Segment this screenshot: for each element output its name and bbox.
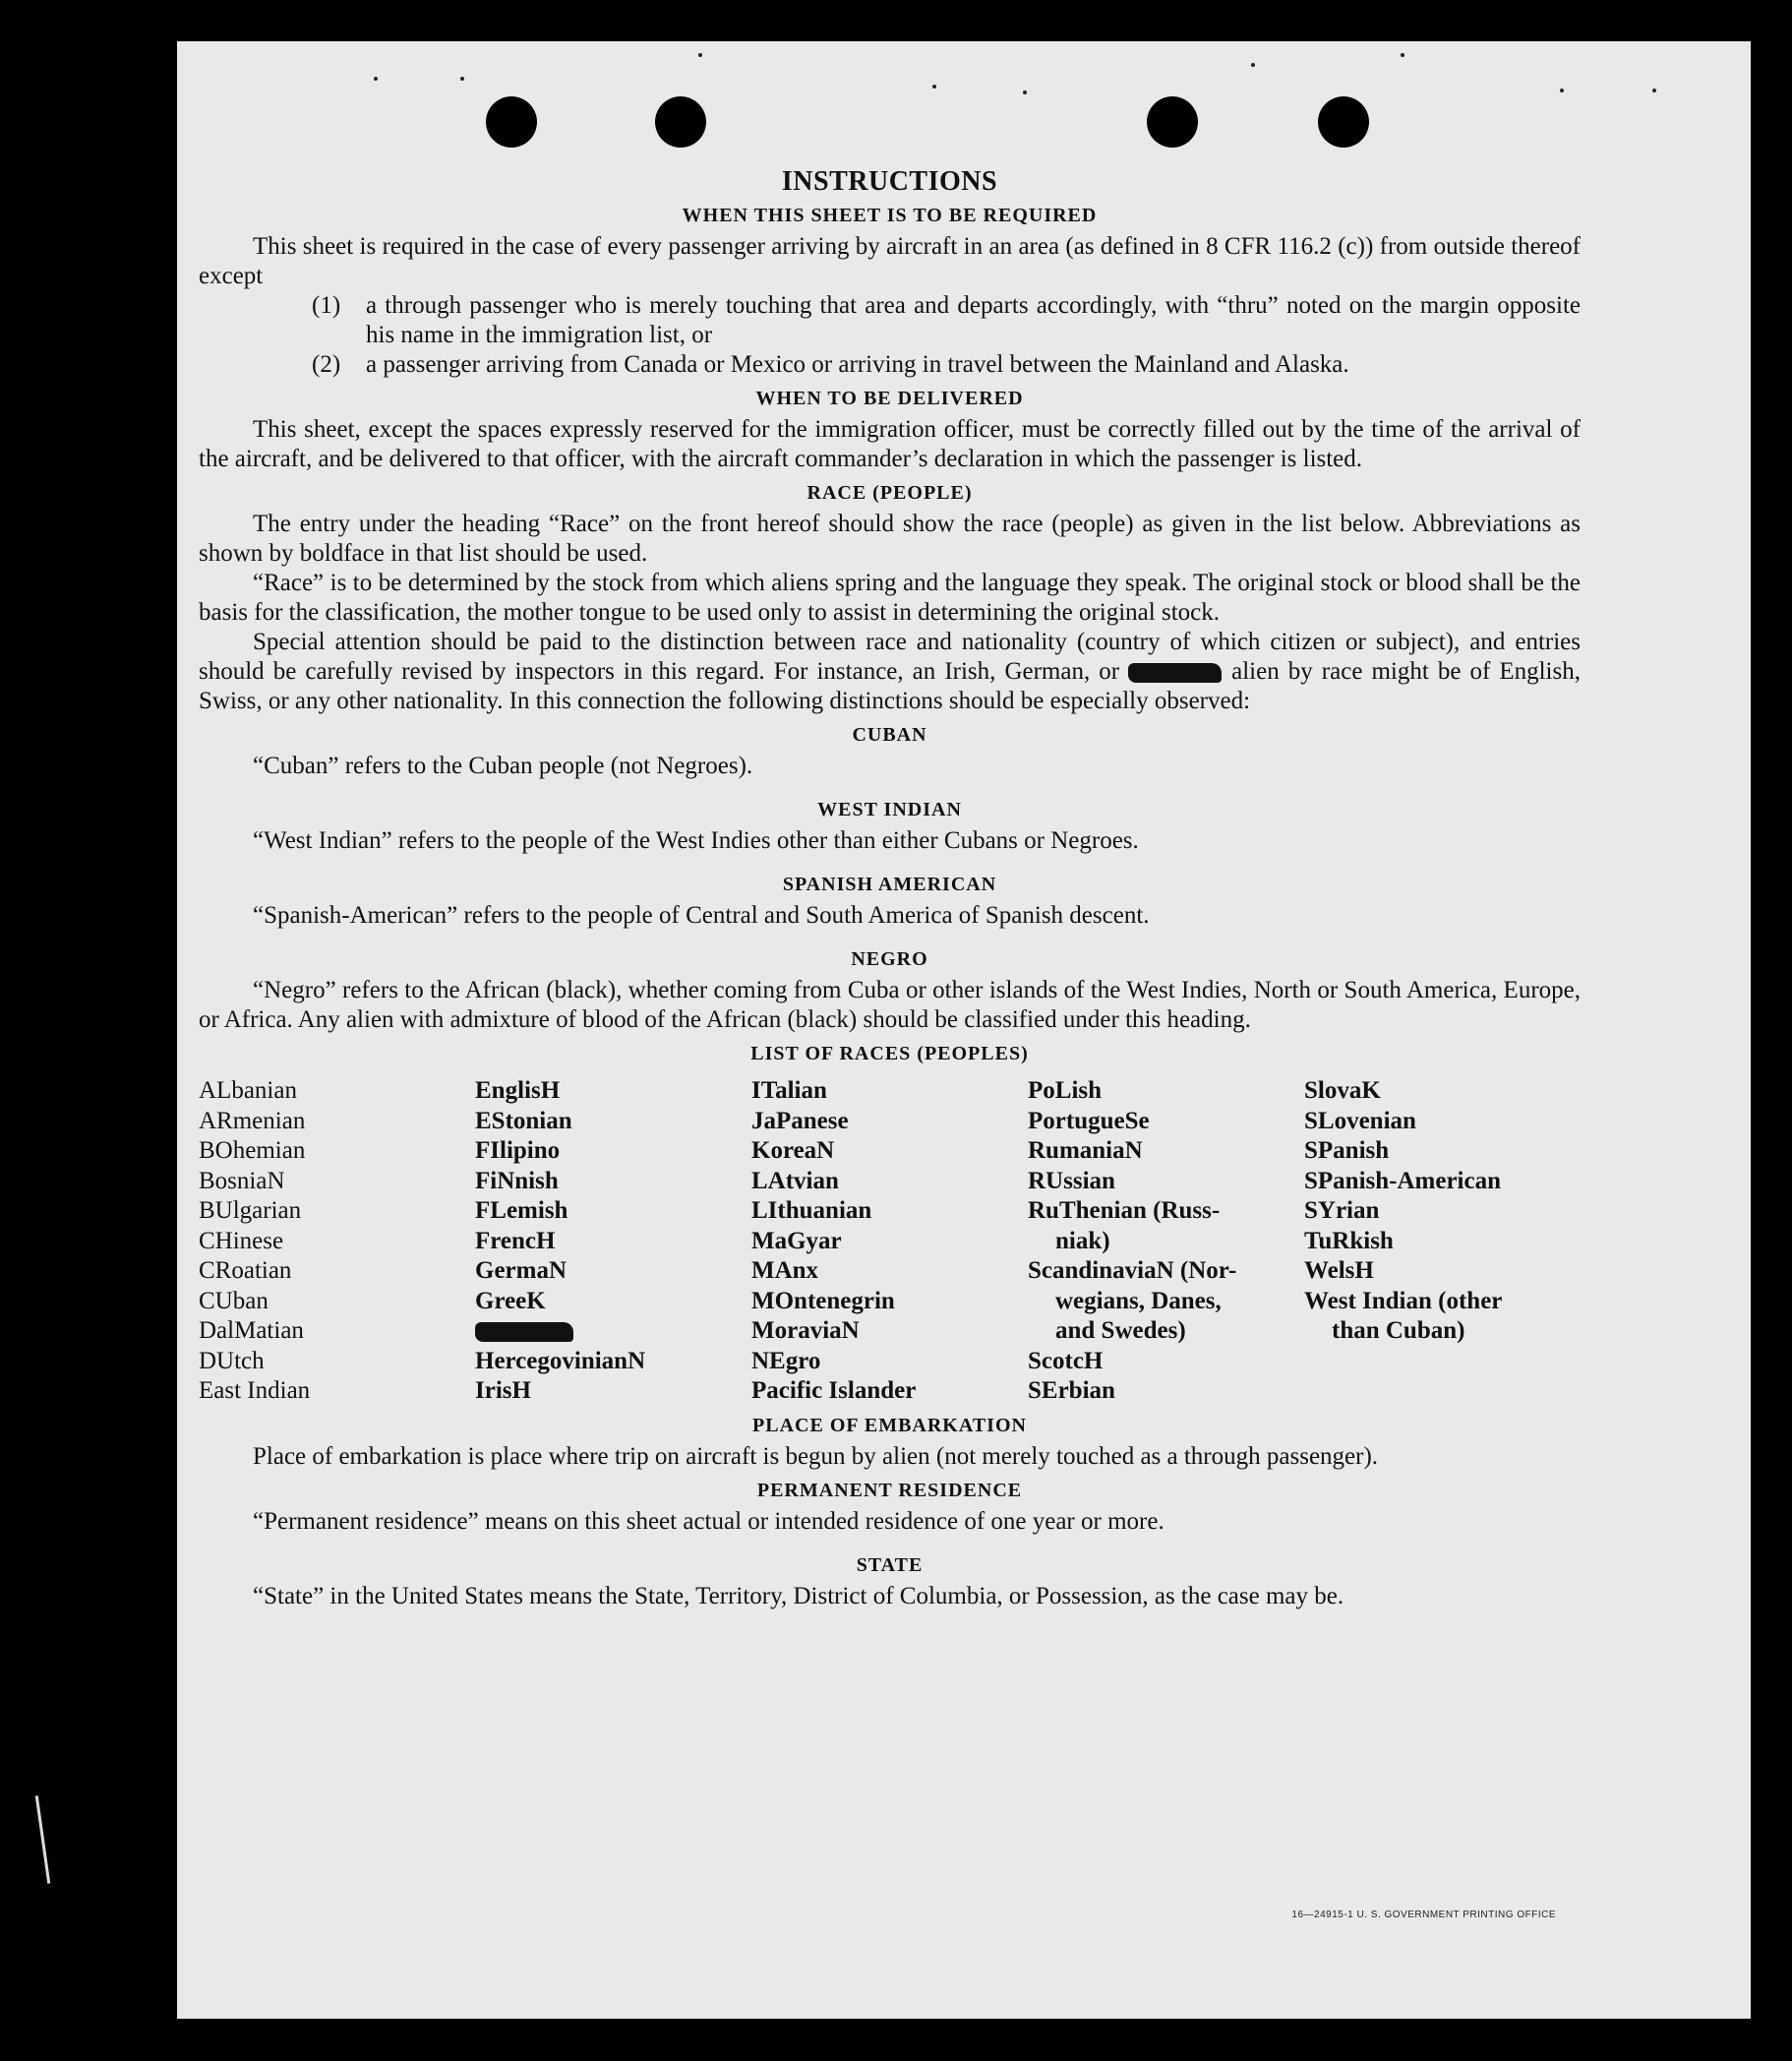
speck [698, 53, 702, 57]
race-entry: CHinese [199, 1227, 284, 1254]
race-entry: MAnx [751, 1257, 819, 1284]
races-column [1304, 1076, 1581, 1407]
race-entry: FiNnish [475, 1167, 559, 1194]
state-text: “State” in the United States means the State, Territory, District of Columbia, or Possession, as the case may be. [253, 1582, 1344, 1609]
item-number: (2) [312, 351, 341, 378]
race-entry: RumaniaN [1028, 1137, 1143, 1164]
race-entry: ALbanian [199, 1077, 297, 1104]
heading-race: RACE (PEOPLE) [806, 482, 973, 504]
race-entry: BUlgarian [199, 1197, 302, 1224]
west-indian-text: “West Indian” refers to the people of the West Indies other than either Cubans or Negroes. [253, 827, 1139, 854]
race-entry: ITalian [751, 1077, 827, 1104]
exception-item [312, 291, 1581, 350]
cuban-text: “Cuban” refers to the Cuban people (not Negroes). [253, 753, 753, 779]
race-entry-continuation: wegians, Danes, [1055, 1287, 1222, 1314]
heading-cuban: CUBAN [852, 724, 927, 746]
race-paragraph-2: “Race” is to be determined by the stock from which aliens spring and the language they speak. The original stock or blood shall be the basis for the classification, the mother tongue to be used only to assist in determining the original stock. [199, 570, 1581, 626]
speck [1023, 91, 1027, 94]
race-entry: SPanish-American [1304, 1167, 1501, 1194]
race-entry: LAtvian [751, 1167, 839, 1194]
speck [1560, 89, 1564, 92]
race-entry: East Indian [199, 1377, 311, 1404]
race-entry: RUssian [1028, 1167, 1115, 1194]
races-column [199, 1076, 475, 1407]
race-entry: GermaN [475, 1257, 567, 1284]
races-list [199, 1076, 1581, 1407]
race-entry: SLovenian [1304, 1107, 1416, 1134]
race-entry: FIlipino [475, 1137, 561, 1164]
races-column [751, 1076, 1028, 1407]
redaction-mark [475, 1322, 573, 1342]
race-entry: West Indian (other [1304, 1287, 1503, 1314]
item-number: (1) [312, 292, 341, 319]
race-entry-redacted [475, 1316, 751, 1347]
heading-state: STATE [856, 1553, 924, 1576]
item-text: a passenger arriving from Canada or Mexico or arriving in travel between the Mainland and Alaska. [366, 351, 1349, 378]
punch-hole [1318, 96, 1369, 148]
race-paragraph-3 [199, 628, 1581, 716]
printing-office-code: 16—24915-1 U. S. GOVERNMENT PRINTING OFFICE [1291, 1909, 1556, 1920]
document-sheet [177, 41, 1751, 2019]
scan-artifact [35, 1795, 50, 1884]
race-entry: GreeK [475, 1287, 546, 1314]
heading-west-indian: WEST INDIAN [817, 799, 962, 820]
residence-text: “Permanent residence” means on this sheet actual or intended residence of one year or more. [253, 1507, 1165, 1535]
punch-hole [486, 96, 537, 148]
punch-hole [1147, 96, 1198, 148]
race-entry: LIthuanian [751, 1197, 872, 1224]
race-entry: SPanish [1304, 1137, 1390, 1164]
speck [374, 77, 378, 81]
speck [1652, 89, 1656, 92]
heading-when-delivered: WHEN TO BE DELIVERED [755, 388, 1024, 409]
race-entry: SYrian [1304, 1197, 1380, 1224]
race-paragraph-3b: alien by race might be of English, Swiss, or any other nationality. In this connection the following distinctions should be especially observed: [199, 658, 1581, 714]
races-column [475, 1076, 751, 1407]
speck [1251, 63, 1255, 67]
race-paragraph-1: The entry under the heading “Race” on the front hereof should show the race (people) as given in the list below. Abbreviations as shown by boldface in that list should be used. [199, 511, 1581, 567]
race-entry: Pacific Islander [751, 1377, 917, 1404]
heading-list-of-races: LIST OF RACES (PEOPLES) [750, 1043, 1029, 1064]
race-entry: SErbian [1028, 1377, 1115, 1404]
race-entry: PortugueSe [1028, 1107, 1150, 1134]
race-entry-continuation: and Swedes) [1055, 1317, 1186, 1344]
heading-spanish-american: SPANISH AMERICAN [782, 874, 997, 895]
race-entry: NEgro [751, 1347, 821, 1374]
race-entry: TuRkish [1304, 1227, 1394, 1254]
race-entry: BosniaN [199, 1167, 285, 1194]
race-entry: RuThenian (Russ- [1028, 1197, 1221, 1224]
race-entry: KoreaN [751, 1137, 835, 1164]
heading-permanent-residence: PERMANENT RESIDENCE [756, 1479, 1023, 1501]
race-entry: CUban [199, 1287, 269, 1314]
race-entry: MOntenegrin [751, 1287, 895, 1314]
races-column [1028, 1076, 1304, 1407]
race-entry: DalMatian [199, 1317, 304, 1344]
race-entry: FrencH [475, 1227, 556, 1254]
race-entry: CRoatian [199, 1257, 292, 1284]
race-entry: ScotcH [1028, 1347, 1104, 1374]
required-intro: This sheet is required in the case of every passenger arriving by aircraft in an area (as defined in 8 CFR 116.2 (c)) from outside thereof except [199, 233, 1581, 289]
speck [460, 77, 464, 81]
race-entry: FLemish [475, 1197, 568, 1224]
race-entry: WelsH [1304, 1257, 1374, 1284]
page-title: INSTRUCTIONS [781, 166, 998, 197]
heading-when-required: WHEN THIS SHEET IS TO BE REQUIRED [682, 205, 1098, 226]
delivered-text: This sheet, except the spaces expressly reserved for the immigration officer, must be correctly filled out by the time of the arrival of the aircraft, and be delivered to that officer, with the aircraft commander’s declaration in which the passenger is listed. [199, 416, 1581, 472]
race-entry-continuation: than Cuban) [1332, 1317, 1465, 1344]
race-entry: ARmenian [199, 1107, 306, 1134]
race-entry: ScandinaviaN (Nor- [1028, 1257, 1237, 1284]
race-entry: DUtch [199, 1347, 265, 1374]
race-entry: JaPanese [751, 1107, 849, 1134]
heading-embarkation: PLACE OF EMBARKATION [752, 1414, 1027, 1436]
race-paragraph-3a: Special attention should be paid to the distinction between race and nationality (country of which citizen or subject), and entries should be carefully revised by inspectors in this regard. For instance, an Irish, German, or [199, 629, 1581, 685]
race-entry-continuation: niak) [1055, 1227, 1110, 1254]
race-entry: EStonian [475, 1107, 572, 1134]
heading-negro: NEGRO [851, 948, 928, 970]
race-entry: BOhemian [199, 1137, 306, 1164]
speck [1401, 53, 1404, 57]
exception-item [312, 350, 1581, 380]
item-text: a through passenger who is merely touching that area and departs accordingly, with “thru” noted on the margin opposite his name in the immigration list, or [366, 292, 1581, 348]
race-entry: HercegovinianN [475, 1347, 646, 1374]
race-entry: EnglisH [475, 1077, 561, 1104]
embarkation-text: Place of embarkation is place where trip on aircraft is begun by alien (not merely touched as a through passenger). [253, 1442, 1379, 1470]
spanish-american-text: “Spanish-American” refers to the people of Central and South America of Spanish descent. [253, 902, 1150, 929]
speck [932, 85, 936, 89]
race-entry: MoraviaN [751, 1317, 860, 1344]
race-entry: IrisH [475, 1377, 531, 1404]
race-entry: PoLish [1028, 1077, 1103, 1104]
instructions-content [199, 167, 1581, 1611]
race-entry: MaGyar [751, 1227, 842, 1254]
redaction-mark [1128, 663, 1222, 683]
punch-hole [655, 96, 706, 148]
race-entry: SlovaK [1304, 1077, 1381, 1104]
negro-text: “Negro” refers to the African (black), whether coming from Cuba or other islands of the West Indies, North or South America, Europe, or Africa. Any alien with admixture of blood of the African (black) should be classified under this heading. [199, 977, 1581, 1033]
